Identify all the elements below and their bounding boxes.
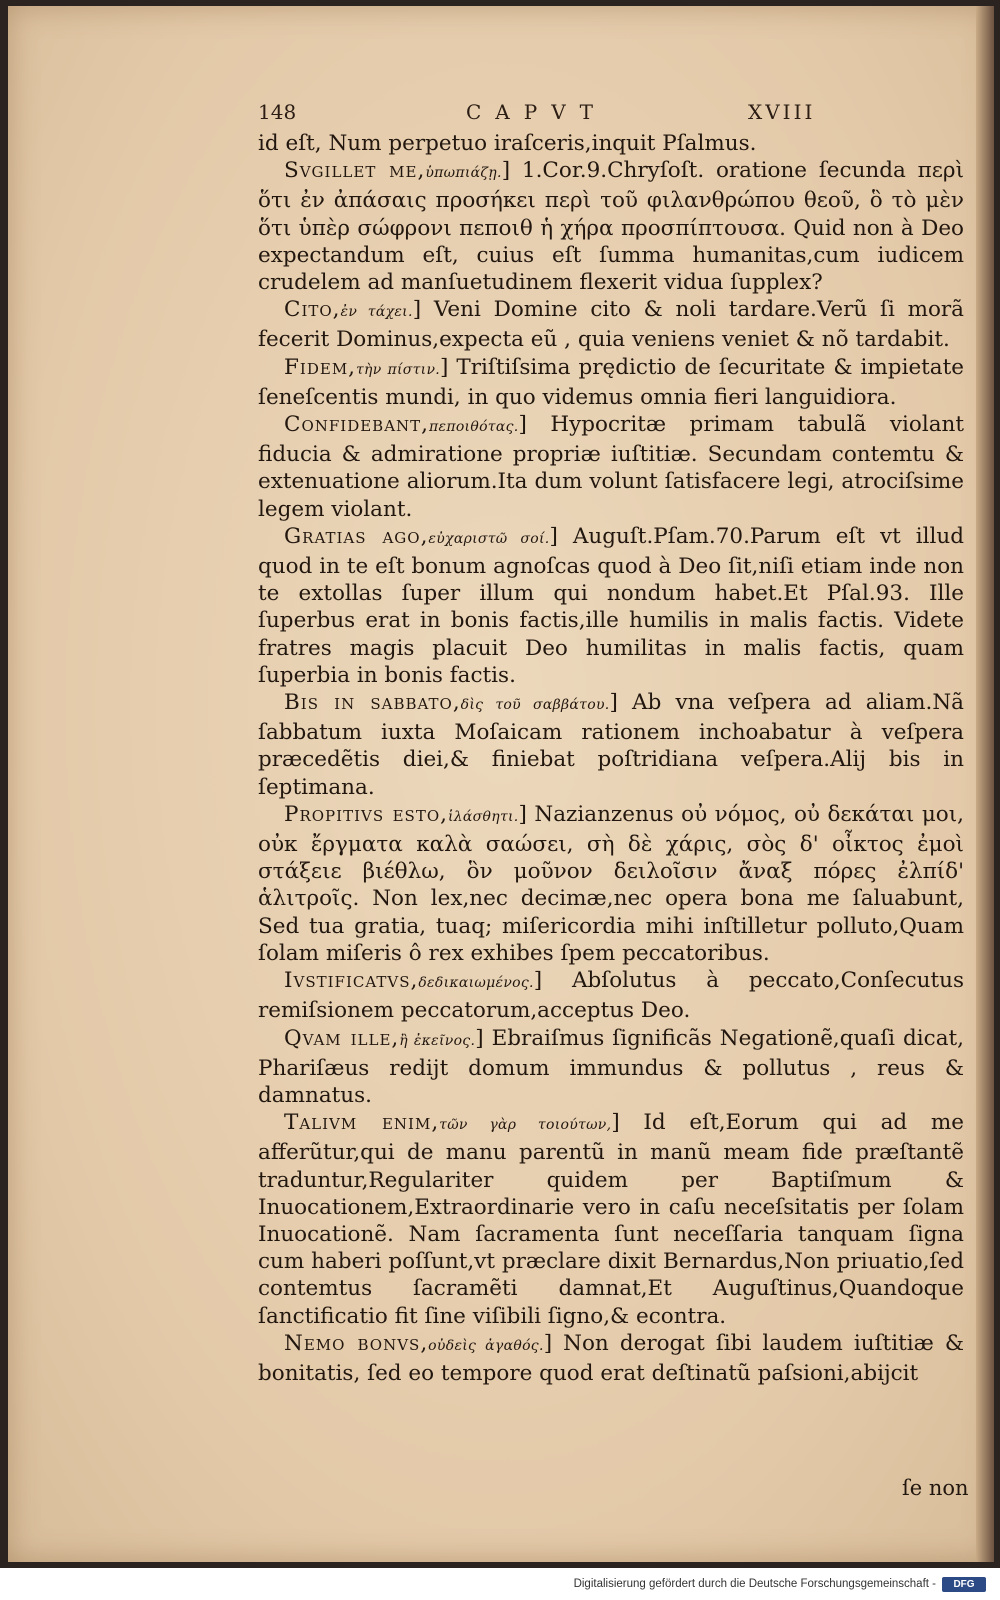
paragraph bbox=[258, 801, 964, 967]
greek-gloss: ἢ ἐκεῖνος. bbox=[399, 1032, 476, 1049]
paragraph bbox=[258, 967, 964, 1024]
chapter-number: XVIII bbox=[748, 100, 816, 124]
lemma: Propitivs esto, bbox=[284, 801, 448, 827]
paragraph-text: ] Nazianzenus οὐ νόμος, οὐ δεκάται μοι, οὐκ ἔργματα καλὰ σαώσει, σὴ δὲ χάρις, σὸς δ' οἶκτος ἐμοὶ στάξειε βιέθλω, ὃν μοῦνον δειλοῖσιν ἄναξ πόρες ἐλπίδ' ἁλιτροῖς. Non lex,nec decimæ,nec opera bona me ſaluabunt, Sed tua gratia, tuaq; miſericordia mihi inſtilletur polluto,Quam ſolam miſeris ô rex exhibes ſpem peccatoribus. bbox=[258, 801, 964, 966]
paragraph-text: ] Non derogat ſibi laudem iuſtitiæ & bonitatis, ſed eo tempore quod erat deſtinatũ paſsioni,abijcit bbox=[258, 1330, 964, 1386]
greek-gloss: ἱλάσθητι. bbox=[447, 808, 519, 825]
paragraph-text: ] Ab vna veſpera ad aliam.Nã ſabbatum iuxta Moſaicam rationem inchoabatur à veſpera præcedẽtis diei,& finiebat poſtridiana veſpera.Alij bis in ſeptimana. bbox=[258, 690, 964, 800]
greek-gloss: οὐδεὶς ἀγαθός. bbox=[428, 1337, 544, 1354]
lemma: Ivstificatvs, bbox=[284, 968, 419, 994]
paragraph bbox=[258, 1330, 964, 1387]
paragraph-text: ] Abſolutus à peccato,Conſecutus remiſsionem peccatorum,acceptus Deo. bbox=[258, 968, 964, 1024]
digitization-footer bbox=[0, 1568, 1000, 1600]
funding-credit: Digitalisierung gefördert durch die Deutsche Forschungsgemeinschaft - bbox=[573, 1578, 936, 1590]
paragraph-text: ] Hypocritæ primam tabulã violant fiducia & admiratione propriæ iuſtitiæ. Secundam contemtu & extenuatione aliorum.Ita dum volunt ſatisfacere legi, atrociſsime legem violant. bbox=[258, 412, 964, 522]
dfg-logo: DFG bbox=[942, 1577, 986, 1592]
paragraph-text: id eſt, Num perpetuo iraſceris,inquit Pſalmus. bbox=[258, 131, 757, 156]
commentary-text bbox=[258, 130, 964, 1470]
greek-gloss: τῶν γὰρ τοιούτων, bbox=[439, 1117, 612, 1134]
paragraph-text: ] Ebraiſmus ſignificãs Negationẽ,quaſi dicat, Phariſæus redijt domum immundus & pollutus , reus & damnatus. bbox=[258, 1025, 964, 1108]
paragraph bbox=[258, 1109, 964, 1330]
paragraph bbox=[258, 130, 964, 157]
greek-gloss: δὶς τοῦ σαββάτου. bbox=[460, 697, 610, 714]
lemma: Svgillet me, bbox=[284, 158, 426, 184]
lemma: Bis in sabbato, bbox=[284, 690, 461, 716]
paragraph bbox=[258, 354, 964, 411]
lemma: Gratias ago, bbox=[284, 523, 429, 549]
running-title: CAPVT bbox=[466, 100, 607, 124]
lemma: Nemo bonvs, bbox=[284, 1330, 429, 1356]
paragraph bbox=[258, 689, 964, 801]
greek-gloss: πεποιθότας. bbox=[429, 419, 519, 436]
page-number: 148 bbox=[258, 100, 297, 124]
lemma: Confidebant, bbox=[284, 412, 430, 438]
lemma: Talivm enim, bbox=[284, 1110, 440, 1136]
paragraph bbox=[258, 523, 964, 689]
greek-gloss: τὴν πίστιν. bbox=[356, 361, 441, 378]
paragraph bbox=[258, 1025, 964, 1110]
paragraph bbox=[258, 296, 964, 353]
lemma: Fidem, bbox=[284, 354, 357, 380]
greek-gloss: ὑπωπιάζῃ. bbox=[425, 165, 502, 182]
paragraph-text: ] 1.Cor.9.Chryſoſt. oratione ſecunda περὶ ὅτι ἐν ἀπάσαις προσήκει περὶ τοῦ φιλανθρώπου θεοῦ, ὃ τὸ μὲν ὅτι ὑπὲρ σώφρονι πεποιθ ἡ χήρα προσπίπτουσα. Quid non à Deo expectandum eſt, cuius eſt ſumma humanitas,cum iudicem crudelem ad manſuetudinem flexerit vidua ſupplex? bbox=[258, 158, 964, 296]
page-gutter bbox=[976, 6, 994, 1562]
paragraph bbox=[258, 157, 964, 296]
paragraph-text: ] Triſtiſsima prędictio de ſecuritate & impietate ſeneſcentis mundi, in quo videmus omnia fieri languidiora. bbox=[258, 354, 964, 410]
greek-gloss: εὐχαριστῶ σοί. bbox=[428, 530, 550, 547]
paragraph-text: ] Id eſt,Eorum qui ad me afferũtur,qui de manu parentũ in manũ meam fide præſtantẽ traduntur,Regulariter quidem per Baptiſmum & Inuocationem,Extraordinarie vero in caſu neceſsitatis per ſolam Inuocationẽ. Nam ſacramenta ſunt neceſſaria tanquam ſigna cum haberi poſſunt,vt præclare dixit Bernardus,Non priuatio,ſed contemtus ſacramẽti damnat,Et Auguſtinus,Quandoque ſanctificatio fit ſine viſibili ſigno,& econtra. bbox=[258, 1110, 964, 1329]
lemma: Qvam ille, bbox=[284, 1025, 400, 1051]
paragraph-text: ] Auguſt.Pſam.70.Parum eſt vt illud quod in te eſt bonum agnoſcas quod à Deo ſit,niſi etiam inde non te extollas ſuper illum qui nondum habet.Et Pſal.93. Ille ſuperbus erat in bonis factis,ille humilis in malis factis. Videte fratres magis placuit Deo humilitas in malis factis, quam ſuperbia in bonis factis. bbox=[258, 523, 964, 688]
paragraph-text: ] Veni Domine cito & noli tardare.Verũ ſi morã fecerit Dominus,expecta eũ , quia veniens veniet & nõ tardabit. bbox=[258, 297, 964, 353]
paragraph bbox=[258, 411, 964, 523]
greek-gloss: ἐν τάχει. bbox=[340, 304, 413, 321]
catchword: ſe non bbox=[902, 1476, 969, 1500]
running-head bbox=[258, 100, 968, 124]
lemma: Cito, bbox=[284, 297, 341, 323]
greek-gloss: δεδικαιωμένος. bbox=[418, 975, 534, 992]
